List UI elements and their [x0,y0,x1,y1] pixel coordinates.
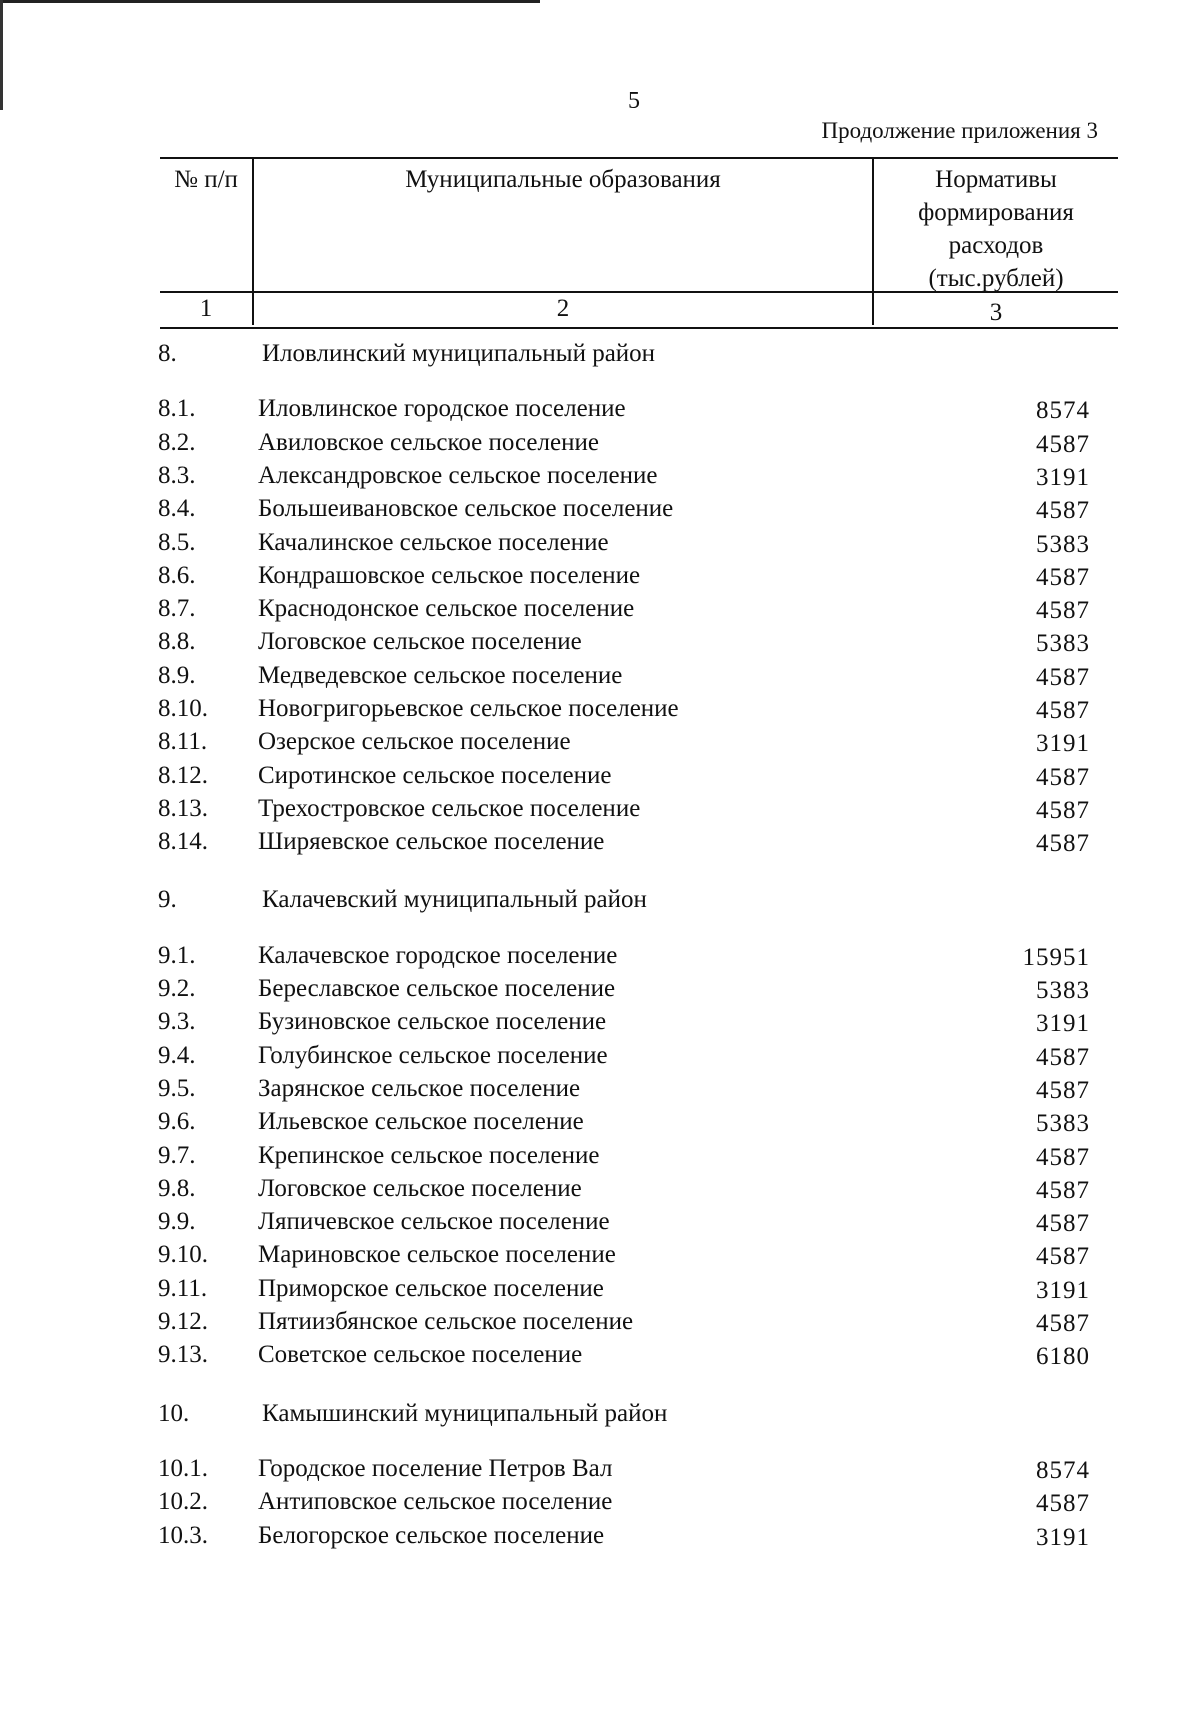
settlement-name: Сиротинское сельское поселение [258,762,612,789]
row-number: 9.8. [158,1175,196,1202]
header-col-municipality: Муниципальные образования [405,166,721,193]
row-number: 10.1. [158,1455,208,1482]
settlement-name: Крепинское сельское поселение [258,1142,600,1169]
row-number: 9.2. [158,975,196,1002]
norm-value: 4587 [1036,1490,1090,1517]
settlement-name: Кондрашовское сельское поселение [258,562,641,589]
table-row [0,1275,1200,1307]
norm-value: 15951 [1022,944,1090,971]
row-number: 8.6. [158,562,196,589]
settlement-name: Качалинское сельское поселение [258,529,609,556]
norm-value: 4587 [1036,564,1090,591]
header-col-number: № п/п [174,166,238,193]
settlement-name: Городское поселение Петров Вал [258,1455,613,1482]
row-number: 8.10. [158,695,208,722]
settlement-name: Логовское сельское поселение [258,628,582,655]
settlement-name: Медведевское сельское поселение [258,662,623,689]
row-number: 9.1. [158,942,196,969]
norm-value: 4587 [1036,431,1090,458]
settlement-name: Приморское сельское поселение [258,1275,604,1302]
settlement-name: Калачевское городское поселение [258,942,618,969]
table-row [0,1175,1200,1207]
row-number: 8.4. [158,495,196,522]
table-row [0,1522,1200,1554]
table-row [0,595,1200,627]
row-number: 8. [158,340,177,367]
table-row [0,1455,1200,1487]
norm-value: 6180 [1036,1343,1090,1370]
row-number: 9.13. [158,1341,208,1368]
district-name: Иловлинский муниципальный район [262,340,656,367]
settlement-name: Советское сельское поселение [258,1341,583,1368]
row-number: 9.5. [158,1075,196,1102]
district-name: Калачевский муниципальный район [262,886,647,913]
table-row [0,1075,1200,1107]
settlement-name: Ширяевское сельское поселение [258,828,605,855]
row-number: 8.8. [158,628,196,655]
norm-value: 3191 [1036,1524,1090,1551]
row-number: 9.3. [158,1008,196,1035]
column-number-1: 1 [199,295,213,322]
norm-value: 4587 [1036,1144,1090,1171]
norm-value: 5383 [1036,630,1090,657]
norm-value: 4587 [1036,1243,1090,1270]
norm-value: 5383 [1036,531,1090,558]
column-number-2: 2 [556,295,570,322]
district-name: Камышинский муниципальный район [262,1400,668,1427]
row-number: 9.12. [158,1308,208,1335]
row-number: 8.13. [158,795,208,822]
norm-value: 3191 [1036,730,1090,757]
settlement-name: Антиповское сельское поселение [258,1488,613,1515]
row-number: 8.9. [158,662,196,689]
norm-value: 4587 [1036,1310,1090,1337]
row-number: 9.4. [158,1042,196,1069]
table-row [0,1341,1200,1373]
table-row [0,828,1200,860]
table-row [0,1208,1200,1240]
table-row [0,495,1200,527]
row-number: 10. [158,1400,190,1427]
table-row [0,1308,1200,1340]
header-col-norms: Нормативы формирования расходов (тыс.рублей) [918,166,1074,292]
page-number: 5 [628,88,640,114]
row-number: 9.6. [158,1108,196,1135]
settlement-name: Большеивановское сельское поселение [258,495,674,522]
table-row [0,942,1200,974]
row-number: 8.3. [158,462,196,489]
settlement-name: Александровское сельское поселение [258,462,658,489]
scan-edge-top [0,0,540,3]
norm-value: 3191 [1036,464,1090,491]
settlement-name: Озерское сельское поселение [258,728,571,755]
norm-value: 4587 [1036,497,1090,524]
table-row [0,1042,1200,1074]
norm-value: 4587 [1036,764,1090,791]
table-row [0,728,1200,760]
table-row [0,462,1200,494]
table-row [0,1008,1200,1040]
table-row [0,395,1200,427]
table-row [0,1488,1200,1520]
norm-value: 4587 [1036,1044,1090,1071]
norm-value: 5383 [1036,977,1090,1004]
table-row [0,1241,1200,1273]
norm-value: 4587 [1036,830,1090,857]
row-number: 8.5. [158,529,196,556]
section-row [0,340,1200,372]
settlement-name: Краснодонское сельское поселение [258,595,635,622]
norm-value: 4587 [1036,664,1090,691]
row-number: 10.3. [158,1522,208,1549]
row-number: 8.12. [158,762,208,789]
row-number: 8.11. [158,728,208,755]
table-row [0,628,1200,660]
row-number: 9.10. [158,1241,208,1268]
settlement-name: Зарянское сельское поселение [258,1075,581,1102]
section-row [0,1400,1200,1432]
settlement-name: Береславское сельское поселение [258,975,616,1002]
section-row [0,886,1200,918]
norm-value: 4587 [1036,1177,1090,1204]
norm-value: 3191 [1036,1010,1090,1037]
table-row [0,762,1200,794]
settlement-name: Ляпичевское сельское поселение [258,1208,610,1235]
norm-value: 3191 [1036,1277,1090,1304]
norm-value: 4587 [1036,797,1090,824]
row-number: 8.7. [158,595,196,622]
norm-value: 4587 [1036,697,1090,724]
row-number: 9.11. [158,1275,208,1302]
settlement-name: Трехостровское сельское поселение [258,795,641,822]
row-number: 9. [158,886,177,913]
settlement-name: Новогригорьевское сельское поселение [258,695,679,722]
settlement-name: Бузиновское сельское поселение [258,1008,607,1035]
table-row [0,429,1200,461]
norm-value: 4587 [1036,1077,1090,1104]
row-number: 9.9. [158,1208,196,1235]
settlement-name: Авиловское сельское поселение [258,429,599,456]
column-number-3: 3 [989,299,1003,326]
settlement-name: Мариновское сельское поселение [258,1241,616,1268]
row-number: 10.2. [158,1488,208,1515]
norm-value: 4587 [1036,1210,1090,1237]
row-number: 8.1. [158,395,196,422]
table-row [0,695,1200,727]
settlement-name: Иловлинское городское поселение [258,395,626,422]
row-number: 8.2. [158,429,196,456]
settlement-name: Пятиизбянское сельское поселение [258,1308,634,1335]
norm-value: 5383 [1036,1110,1090,1137]
continuation-note: Продолжение приложения 3 [821,118,1098,143]
table-header [160,157,1118,329]
table-row [0,1142,1200,1174]
settlement-name: Белогорское сельское поселение [258,1522,605,1549]
table-row [0,795,1200,827]
table-row [0,1108,1200,1140]
norm-value: 8574 [1036,1457,1090,1484]
table-row [0,975,1200,1007]
scan-edge-left [0,0,3,110]
settlement-name: Ильевское сельское поселение [258,1108,584,1135]
norm-value: 4587 [1036,597,1090,624]
row-number: 8.14. [158,828,208,855]
row-number: 9.7. [158,1142,196,1169]
table-row [0,529,1200,561]
table-row [0,562,1200,594]
settlement-name: Логовское сельское поселение [258,1175,582,1202]
table-row [0,662,1200,694]
settlement-name: Голубинское сельское поселение [258,1042,608,1069]
norm-value: 8574 [1036,397,1090,424]
